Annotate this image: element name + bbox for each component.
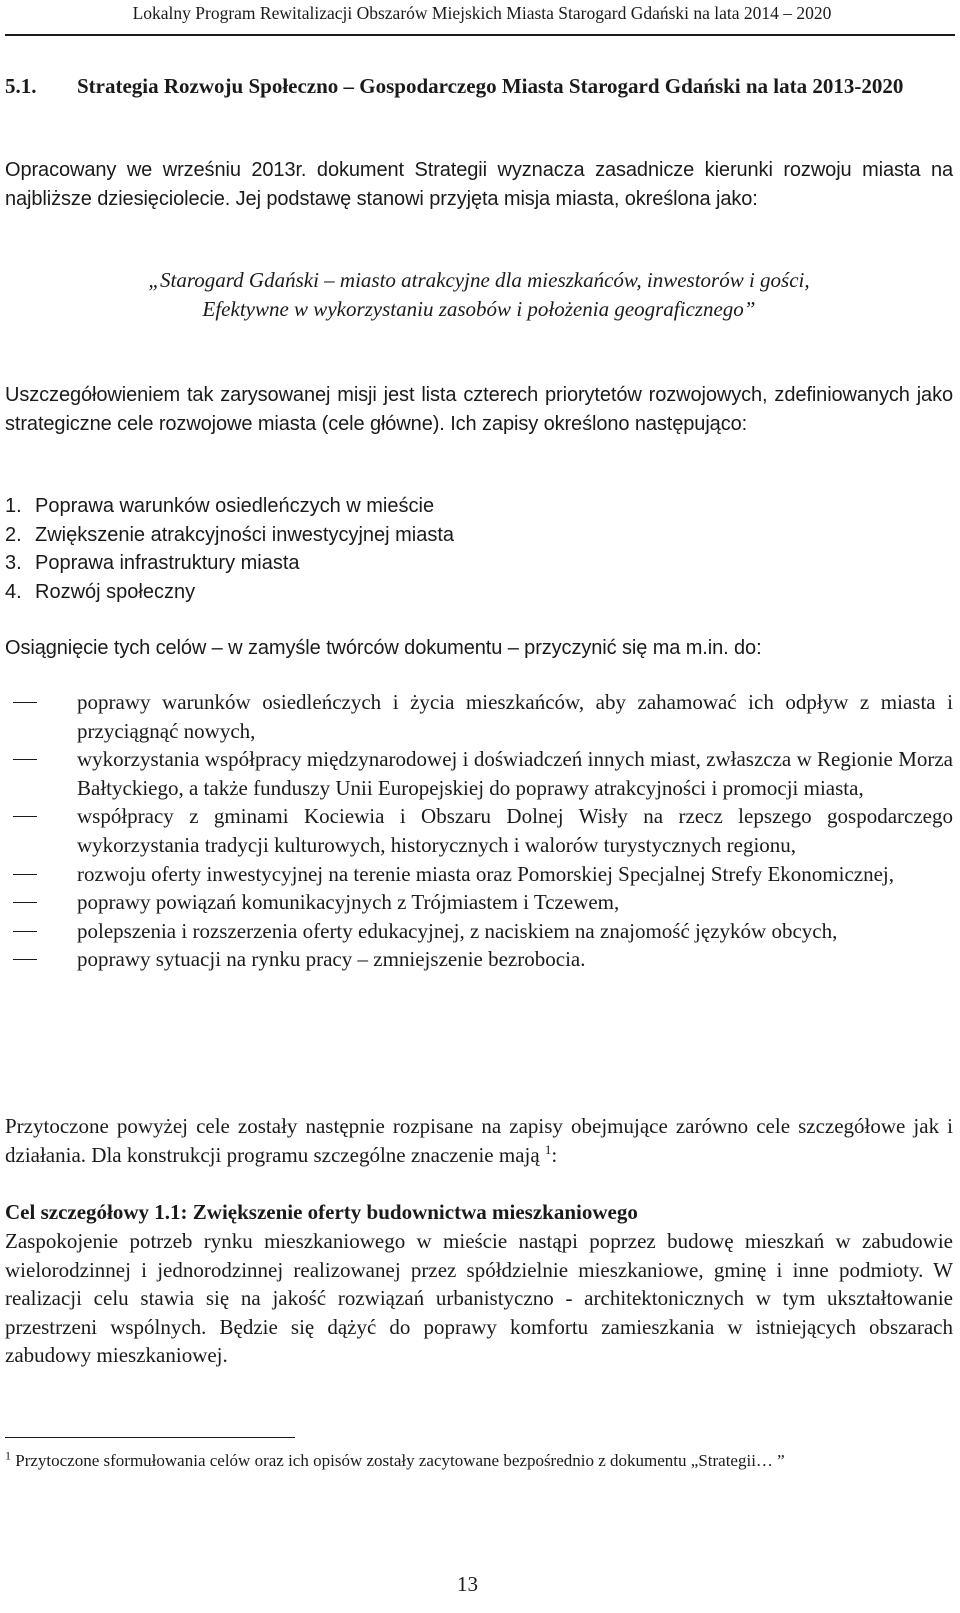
achievement-intro: Osiągnięcie tych celów – w zamyśle twórców dokumentu – przyczynić się ma m.in. do: xyxy=(5,637,762,659)
achievement-text: poprawy powiązań komunikacyjnych z Trójmiastem i Tczewem, xyxy=(77,890,620,915)
list-item xyxy=(5,860,953,889)
goal-number: 4. xyxy=(5,580,22,603)
dash-bullet xyxy=(5,802,77,859)
footnote-divider xyxy=(5,1437,295,1438)
footnote xyxy=(5,1448,865,1474)
list-item xyxy=(5,917,953,946)
objective-title: Cel szczegółowy 1.1: Zwiększenie oferty budownictwa mieszkaniowego xyxy=(5,1200,638,1224)
mission-line-2: Efektywne w wykorzystaniu zasobów i położenia geograficznego” xyxy=(202,296,756,321)
summary-paragraph xyxy=(5,1112,953,1169)
section-number: 5.1. xyxy=(5,74,37,98)
dash-bullet xyxy=(5,888,77,917)
list-item xyxy=(5,802,953,859)
achievement-text: rozwoju oferty inwestycyjnej na terenie miasta oraz Pomorskiej Specjalnej Strefy Ekonomicznej, xyxy=(77,861,894,886)
dash-bullet xyxy=(5,745,77,802)
list-item xyxy=(5,578,953,607)
list-item xyxy=(5,945,953,974)
list-item xyxy=(5,521,953,550)
page-number: 13 xyxy=(457,1572,478,1596)
goal-text: Rozwój społeczny xyxy=(35,580,196,603)
dash-bullet xyxy=(5,917,77,946)
dash-bullet xyxy=(5,860,77,889)
running-header: Lokalny Program Rewitalizacji Obszarów Miejskich Miasta Starogard Gdański na lata 2014 – 2020 xyxy=(132,3,832,23)
achievement-text: poprawy warunków osiedleńczych i życia mieszkańców, aby zahamować ich odpływ z miasta i przyciągnąć nowych, xyxy=(77,690,953,743)
achievement-text: współpracy z gminami Kociewia i Obszaru Dolnej Wisły na rzecz lepszego gospodarczego wykorzystania tradycji kulturowych, historycznych i walorów turystycznych regionu, xyxy=(77,804,953,857)
objective-paragraph: Zaspokojenie potrzeb rynku mieszkaniowego w mieście nastąpi poprzez budowę mieszkań w zabudowie wielorodzinnej i jednorodzinnej realizowanej przez spółdzielnie mieszkaniowe, gminę i inne podmioty. W realizacji celu stawia się na jakość rozwiązań urbanistyczno - architektonicznych w tym ukształtowanie przestrzeni wspólnych. Będzie się dążyć do poprawy komfortu zamieszkania w istniejących obszarach zabudowy mieszkaniowej. xyxy=(5,1229,953,1368)
list-item xyxy=(5,492,953,521)
priorities-paragraph: Uszczegółowieniem tak zarysowanej misji jest lista czterech priorytetów rozwojowych, zdefiniowanych jako strategiczne cele rozwojowe miasta (cele główne). Ich zapisy określono następująco: xyxy=(5,384,953,435)
goal-text: Zwiększenie atrakcyjności inwestycyjnej miasta xyxy=(35,523,455,546)
achievements-list xyxy=(5,688,953,974)
dash-bullet xyxy=(5,945,77,974)
summary-tail: : xyxy=(551,1142,558,1167)
list-item xyxy=(5,888,953,917)
list-item xyxy=(5,745,953,802)
list-item xyxy=(5,549,953,578)
footnote-text: Przytoczone sformułowania celów oraz ich opisów zostały zacytowane bezpośrednio z dokumentu „Strategii… ” xyxy=(11,1451,785,1470)
summary-text: Przytoczone powyżej cele zostały następnie rozpisane na zapisy obejmujące zarówno cele szczegółowe jak i działania. Dla konstrukcji programu szczególne znaczenie mają xyxy=(5,1114,953,1167)
achievement-text: wykorzystania współpracy międzynarodowej i doświadczeń innych miast, zwłaszcza w Regionie Morza Bałtyckiego, a także funduszy Unii Europejskiej do poprawy atrakcyjności i promocji miasta, xyxy=(77,747,953,800)
goal-text: Poprawa warunków osiedleńczych w mieście xyxy=(35,495,435,517)
intro-paragraph: Opracowany we wrześniu 2013r. dokument Strategii wyznacza zasadnicze kierunki rozwoju miasta na najbliższe dziesięciolecie. Jej podstawę stanowi przyjęta misja miasta, określona jako: xyxy=(5,159,953,210)
goal-text: Poprawa infrastruktury miasta xyxy=(35,552,300,575)
goal-number: 1. xyxy=(5,495,22,517)
achievement-text: poprawy sytuacji na rynku pracy – zmniejszenie bezrobocia. xyxy=(77,947,586,972)
goal-number: 3. xyxy=(5,552,22,575)
achievement-text: polepszenia i rozszerzenia oferty edukacyjnej, z naciskiem na znajomość języków obcych, xyxy=(77,918,838,943)
dash-bullet xyxy=(5,688,77,745)
header-divider xyxy=(5,34,955,36)
mission-quote xyxy=(5,266,953,323)
section-title: Strategia Rozwoju Społeczno – Gospodarczego Miasta Starogard Gdański na lata 2013-2020 xyxy=(77,74,904,98)
goals-list xyxy=(5,492,953,606)
mission-line-1: „Starogard Gdański – miasto atrakcyjne dla mieszkańców, inwestorów i gości, xyxy=(148,268,810,292)
section-heading xyxy=(5,72,953,100)
footnote-mark: 1 xyxy=(5,1448,11,1463)
footnote-ref[interactable]: 1 xyxy=(544,1141,552,1157)
goal-number: 2. xyxy=(5,523,22,546)
list-item xyxy=(5,688,953,745)
